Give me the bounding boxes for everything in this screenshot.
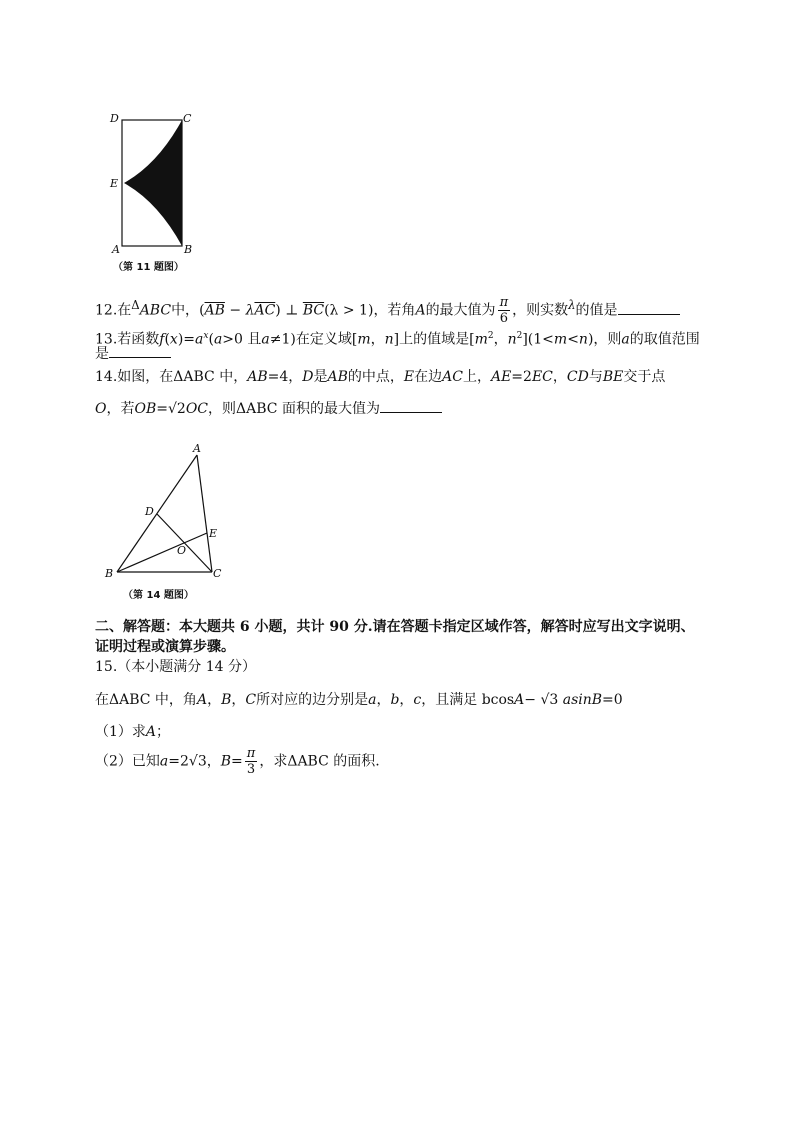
q12-answer-blank bbox=[618, 302, 680, 315]
fig11-label-d: D bbox=[110, 112, 119, 125]
fig14-label-d: D bbox=[145, 505, 154, 518]
fig14-label-o: O bbox=[177, 544, 187, 557]
fig14-label-c: C bbox=[213, 567, 222, 580]
fig11-label-c: C bbox=[183, 112, 192, 125]
fig14-label-b: B bbox=[105, 567, 114, 580]
figure-11 bbox=[100, 108, 210, 273]
q12-fraction: $\frac{\pi}{6}$ bbox=[499, 295, 509, 327]
q14-answer-blank bbox=[380, 400, 442, 413]
fig11-label-a: A bbox=[112, 243, 120, 256]
question-12: 12.在$^\Delta$ABC中，$(\overline{AB} - \lambda\overline{AC})$ ⊥ $\overline{BC}(\lambda > 1)$，若角A的最大值为 $\frac{\pi}{6}$ ，则实数$^\lambda$的值是 bbox=[95, 292, 680, 326]
fig14-caption: （第 14 题图） bbox=[123, 590, 194, 601]
question-15-header: 15.（本小题满分 14 分） bbox=[95, 659, 256, 675]
question-15-part-2: （2）已知a=2√3，B= $\frac{\pi}{3}$ ，求ΔABC 的面积. bbox=[95, 746, 380, 777]
question-13: 13.若函数$f(x)=a^x(a>0$ 且a≠1)在定义域[m，n]上的值域是[$m^2$，$n^2](1<m<n)$，则a的取值范围 bbox=[95, 331, 700, 348]
figure-14 bbox=[100, 440, 240, 585]
question-15-statement: 在ΔABC 中，角A，B，C所对应的边分别是a，b，c，且满足 bcosA− √3 asinB=0 bbox=[95, 692, 623, 708]
section-2-heading: 二、解答题：本大题共 6 小题，共计 90 分.请在答题卡指定区域作答，解答时应写出文字说明、 bbox=[95, 619, 695, 635]
section-2-heading-line2: 证明过程或演算步骤。 bbox=[95, 639, 235, 655]
fig14-side-ac bbox=[197, 455, 212, 572]
fig11-label-e: E bbox=[110, 177, 119, 190]
fig14-label-e: E bbox=[209, 527, 218, 540]
fig11-shaded-region bbox=[124, 120, 182, 246]
fig14-label-a: A bbox=[193, 442, 201, 455]
fig11-caption: （第 11 题图） bbox=[113, 262, 184, 273]
fig11-label-b: B bbox=[184, 243, 193, 256]
question-13-line2: 是 bbox=[95, 345, 171, 363]
question-14: 14.如图，在ΔABC 中，AB=4，D是AB的中点，E在边AC上，AE=2EC，CD与BE交于点 bbox=[95, 369, 666, 385]
q13-answer-blank bbox=[109, 345, 171, 358]
question-14-line2: O，若OB=√2OC，则ΔABC 面积的最大值为 bbox=[95, 400, 442, 418]
question-15-part-1: （1）求A； bbox=[95, 724, 171, 740]
q15-fraction: $\frac{\pi}{3}$ bbox=[246, 746, 256, 777]
